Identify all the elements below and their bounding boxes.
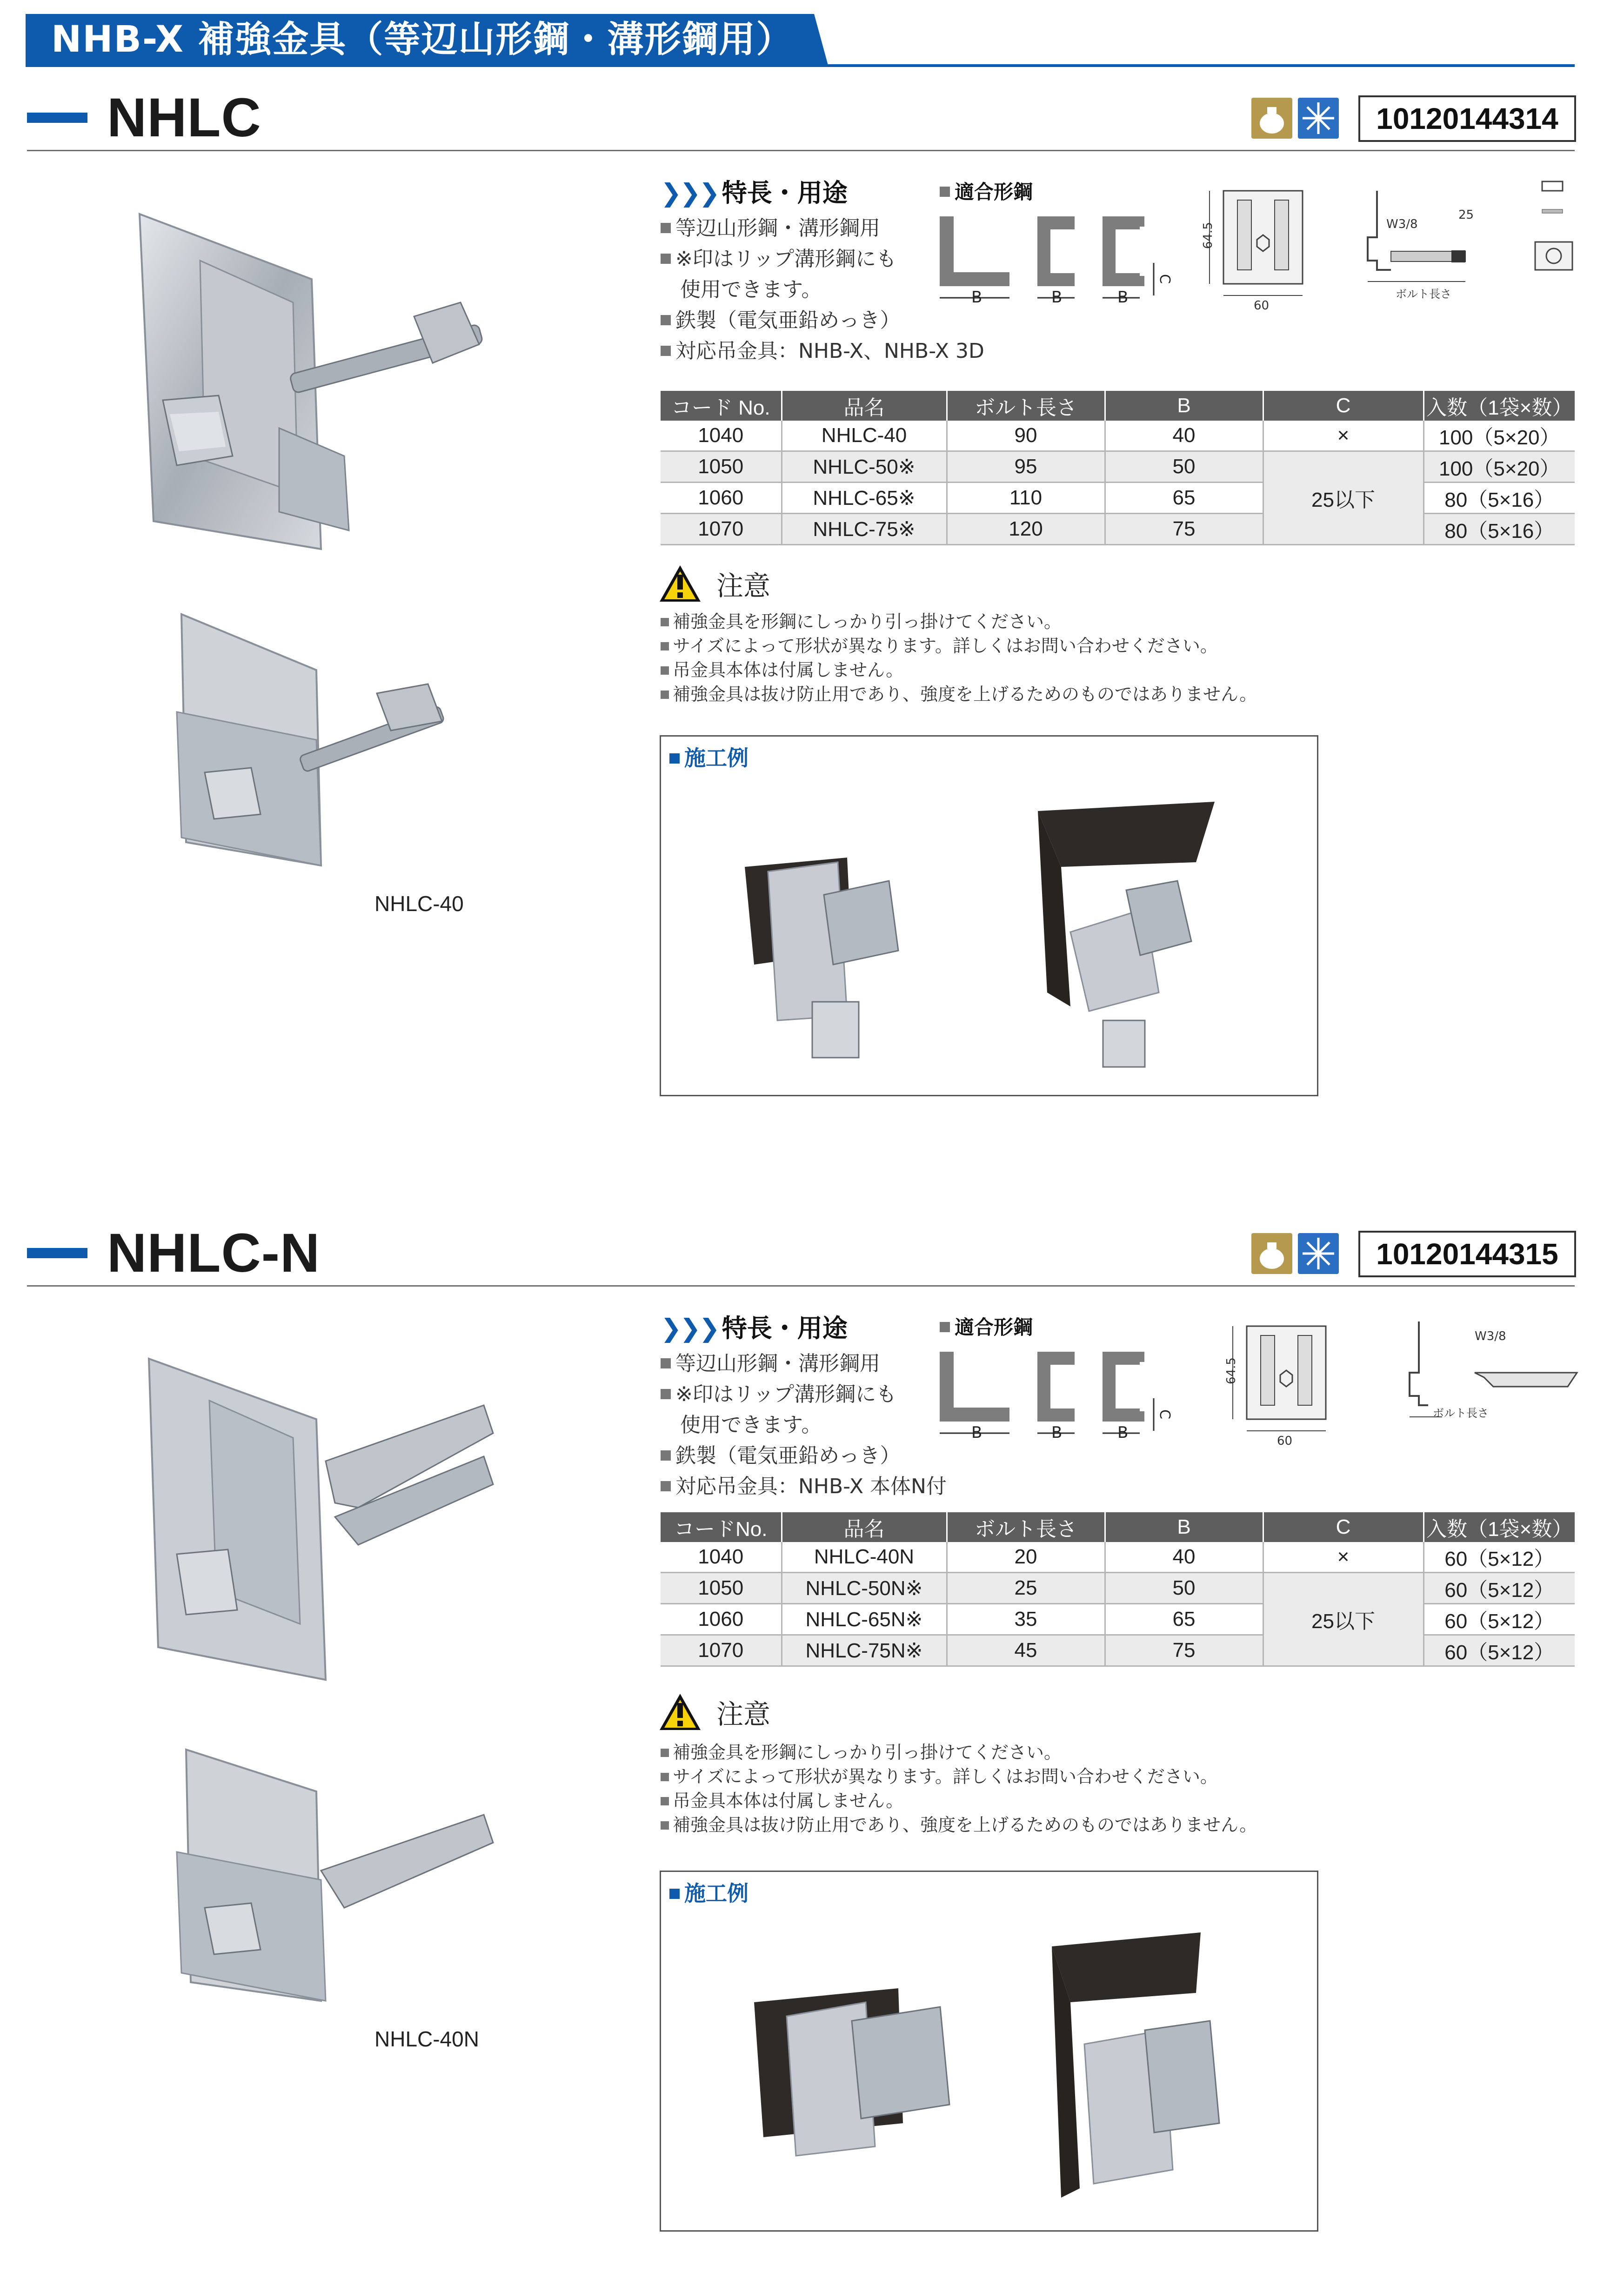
cell: NHLC-50※: [782, 451, 947, 483]
dim-height: 64.5: [1224, 1357, 1238, 1384]
section-rule: [27, 1285, 1575, 1287]
caution-item: サイズによって形状が異なります。詳しくはお問い合わせください。: [661, 634, 1257, 658]
example-photo: [745, 1928, 1256, 2216]
table-row: [661, 1542, 1575, 1573]
table-row: [661, 1635, 1575, 1666]
example-box: [660, 1871, 1318, 2232]
dim-bolt: W3/8: [1386, 217, 1418, 231]
features-heading: ❯❯❯ 特長・用途: [661, 1314, 848, 1343]
dim-b-label-3: B: [1117, 288, 1129, 307]
cell: 110: [947, 483, 1105, 514]
product-code: 10120144314: [1358, 95, 1576, 142]
feature-item: 等辺山形鋼・溝形鋼用: [661, 1348, 947, 1379]
cell: 90: [947, 421, 1105, 451]
cell: 60（5×12）: [1424, 1604, 1575, 1635]
section-rule: [27, 150, 1575, 151]
spec-table: [661, 391, 1575, 545]
col-header: 品名: [782, 391, 947, 421]
example-heading: 施工例: [669, 1877, 749, 1907]
cell: 100（5×20）: [1424, 421, 1575, 451]
cell-merged: 25以下: [1263, 451, 1424, 545]
section-marker: [27, 113, 87, 123]
caution-heading: 注意: [716, 1698, 771, 1730]
section-title: NHLC-N: [107, 1222, 321, 1284]
cell: 75: [1105, 514, 1263, 545]
cell: NHLC-40N: [782, 1542, 947, 1573]
dim-b-label-2: B: [1051, 288, 1063, 307]
dim-width: 60: [1254, 299, 1270, 313]
cell: NHLC-65N※: [782, 1604, 947, 1635]
dim-b-label-3: B: [1117, 1423, 1129, 1442]
product-caption: NHLC-40: [374, 892, 464, 916]
dim-b-label-2: B: [1051, 1423, 1063, 1442]
cell: 1050: [661, 451, 782, 483]
money-bag-icon: [1251, 98, 1292, 139]
section-marker: [27, 1248, 87, 1258]
cell: 120: [947, 514, 1105, 545]
col-header: B: [1105, 391, 1263, 421]
product-photo-nhlc-40n-large: [140, 1349, 521, 1703]
cell: 40: [1105, 1542, 1263, 1573]
cell: NHLC-65※: [782, 483, 947, 514]
feature-item: 鉄製（電気亜鉛めっき）: [661, 1441, 947, 1471]
caution-heading: 注意: [716, 570, 771, 602]
cell: 65: [1105, 1604, 1263, 1635]
cell: NHLC-40: [782, 421, 947, 451]
dimension-drawing: [1191, 181, 1600, 316]
table-row: [661, 451, 1575, 483]
fit-steel-diagram: [935, 1342, 1173, 1445]
fit-steel-heading: 適合形鋼: [940, 1312, 1033, 1340]
warning-icon: [660, 565, 701, 602]
washer-icon: [1535, 242, 1572, 270]
cell: 20: [947, 1542, 1105, 1573]
cell: 60（5×12）: [1424, 1635, 1575, 1666]
cell: NHLC-75N※: [782, 1635, 947, 1666]
header-rule: [26, 64, 1575, 67]
bolt-icon: [1542, 181, 1563, 191]
cell: 60（5×12）: [1424, 1573, 1575, 1604]
cell: 80（5×16）: [1424, 514, 1575, 545]
table-row: [661, 1604, 1575, 1635]
cell: 1060: [661, 483, 782, 514]
caution-item: 補強金具は抜け防止用であり、強度を上げるためのものではありません。: [661, 682, 1257, 706]
cell: 75: [1105, 1635, 1263, 1666]
table-header-row: [661, 391, 1575, 421]
dim-c-label: C: [1156, 274, 1173, 284]
caution-item: 吊金具本体は付属しません。: [661, 658, 1257, 682]
table-row: [661, 514, 1575, 545]
warning-icon: [660, 1694, 701, 1730]
caution-item: 補強金具を形鋼にしっかり引っ掛けてください。: [661, 610, 1257, 634]
product-photo-nhlc-40n-small: [167, 1740, 502, 2029]
cell: ×: [1263, 1542, 1424, 1573]
caution-list: [661, 1740, 1257, 1837]
dim-len: 25: [1458, 208, 1474, 222]
cell: 1070: [661, 1635, 782, 1666]
cell: 100（5×20）: [1424, 451, 1575, 483]
col-header: C: [1263, 391, 1424, 421]
cell: NHLC-50N※: [782, 1573, 947, 1604]
col-header: コード No.: [661, 391, 782, 421]
feature-item: 等辺山形鋼・溝形鋼用: [661, 213, 984, 244]
table-header-row: [661, 1512, 1575, 1542]
col-header: ボルト長さ: [947, 1512, 1105, 1542]
cell: 95: [947, 451, 1105, 483]
money-bag-icon: [1251, 1233, 1292, 1274]
caution-item: 補強金具を形鋼にしっかり引っ掛けてください。: [661, 1740, 1257, 1764]
feature-item: 対応吊金具：NHB-X、NHB-X 3D: [661, 336, 984, 367]
cell: 25: [947, 1573, 1105, 1604]
feature-item: ※印はリップ溝形鋼にも: [661, 244, 984, 275]
features-heading: ❯❯❯ 特長・用途: [661, 178, 848, 208]
cell: 80（5×16）: [1424, 483, 1575, 514]
cell: 1070: [661, 514, 782, 545]
fit-steel-heading: 適合形鋼: [940, 177, 1033, 205]
caution-item: 補強金具は抜け防止用であり、強度を上げるためのものではありません。: [661, 1813, 1257, 1837]
cell: 1040: [661, 1542, 782, 1573]
caution-list: [661, 610, 1257, 706]
col-header: 入数（1袋×数）: [1424, 391, 1575, 421]
features-list: [661, 1348, 947, 1502]
dim-width: 60: [1277, 1434, 1293, 1448]
cell: 50: [1105, 451, 1263, 483]
product-photo-nhlc-40-small: [167, 605, 484, 884]
fit-steel-diagram: [935, 207, 1173, 309]
feature-item: 使用できます。: [680, 1413, 822, 1437]
cell: 40: [1105, 421, 1263, 451]
dimension-drawing: [1191, 1317, 1600, 1452]
cell: 60（5×12）: [1424, 1542, 1575, 1573]
section-title: NHLC: [107, 87, 261, 148]
cell-merged: 25以下: [1263, 1573, 1424, 1666]
feature-item: 使用できます。: [680, 278, 822, 302]
dim-b-label-1: B: [971, 1423, 982, 1442]
example-box: [660, 735, 1318, 1096]
dim-b-label-1: B: [971, 288, 982, 307]
cell: 65: [1105, 483, 1263, 514]
product-caption: NHLC-40N: [374, 2027, 479, 2051]
example-photo: [735, 797, 1247, 1076]
cell: 1060: [661, 1604, 782, 1635]
product-photo-nhlc-40-large: [126, 195, 544, 568]
cell: 50: [1105, 1573, 1263, 1604]
col-header: 入数（1袋×数）: [1424, 1512, 1575, 1542]
table-row: [661, 483, 1575, 514]
caution-item: 吊金具本体は付属しません。: [661, 1789, 1257, 1813]
cell: 1040: [661, 421, 782, 451]
dim-bolt-length: ボルト長さ: [1396, 288, 1451, 301]
cell: 35: [947, 1604, 1105, 1635]
spec-table: [661, 1512, 1575, 1667]
col-header: B: [1105, 1512, 1263, 1542]
table-row: [661, 421, 1575, 451]
table-row: [661, 1573, 1575, 1604]
col-header: ボルト長さ: [947, 391, 1105, 421]
cell: ×: [1263, 421, 1424, 451]
example-heading: 施工例: [669, 741, 749, 772]
dim-height: 64.5: [1201, 222, 1215, 249]
cell: NHLC-75※: [782, 514, 947, 545]
electro-galvanized-icon: [1298, 98, 1339, 139]
feature-item: ※印はリップ溝形鋼にも: [661, 1379, 947, 1410]
feature-item: 鉄製（電気亜鉛めっき）: [661, 305, 984, 336]
col-header: 品名: [782, 1512, 947, 1542]
col-header: コードNo.: [661, 1512, 782, 1542]
dim-bolt: W3/8: [1475, 1329, 1506, 1343]
electro-galvanized-icon: [1298, 1233, 1339, 1274]
dim-c-label: C: [1156, 1409, 1173, 1419]
dim-bolt-length: ボルト長さ: [1433, 1407, 1489, 1420]
feature-item: 対応吊金具：NHB-X 本体N付: [661, 1471, 947, 1502]
cell: 1050: [661, 1573, 782, 1604]
product-code: 10120144315: [1358, 1231, 1576, 1277]
cell: 45: [947, 1635, 1105, 1666]
caution-item: サイズによって形状が異なります。詳しくはお問い合わせください。: [661, 1764, 1257, 1789]
page-title: NHB-X 補強金具（等辺山形鋼・溝形鋼用）: [51, 19, 794, 60]
col-header: C: [1263, 1512, 1424, 1542]
